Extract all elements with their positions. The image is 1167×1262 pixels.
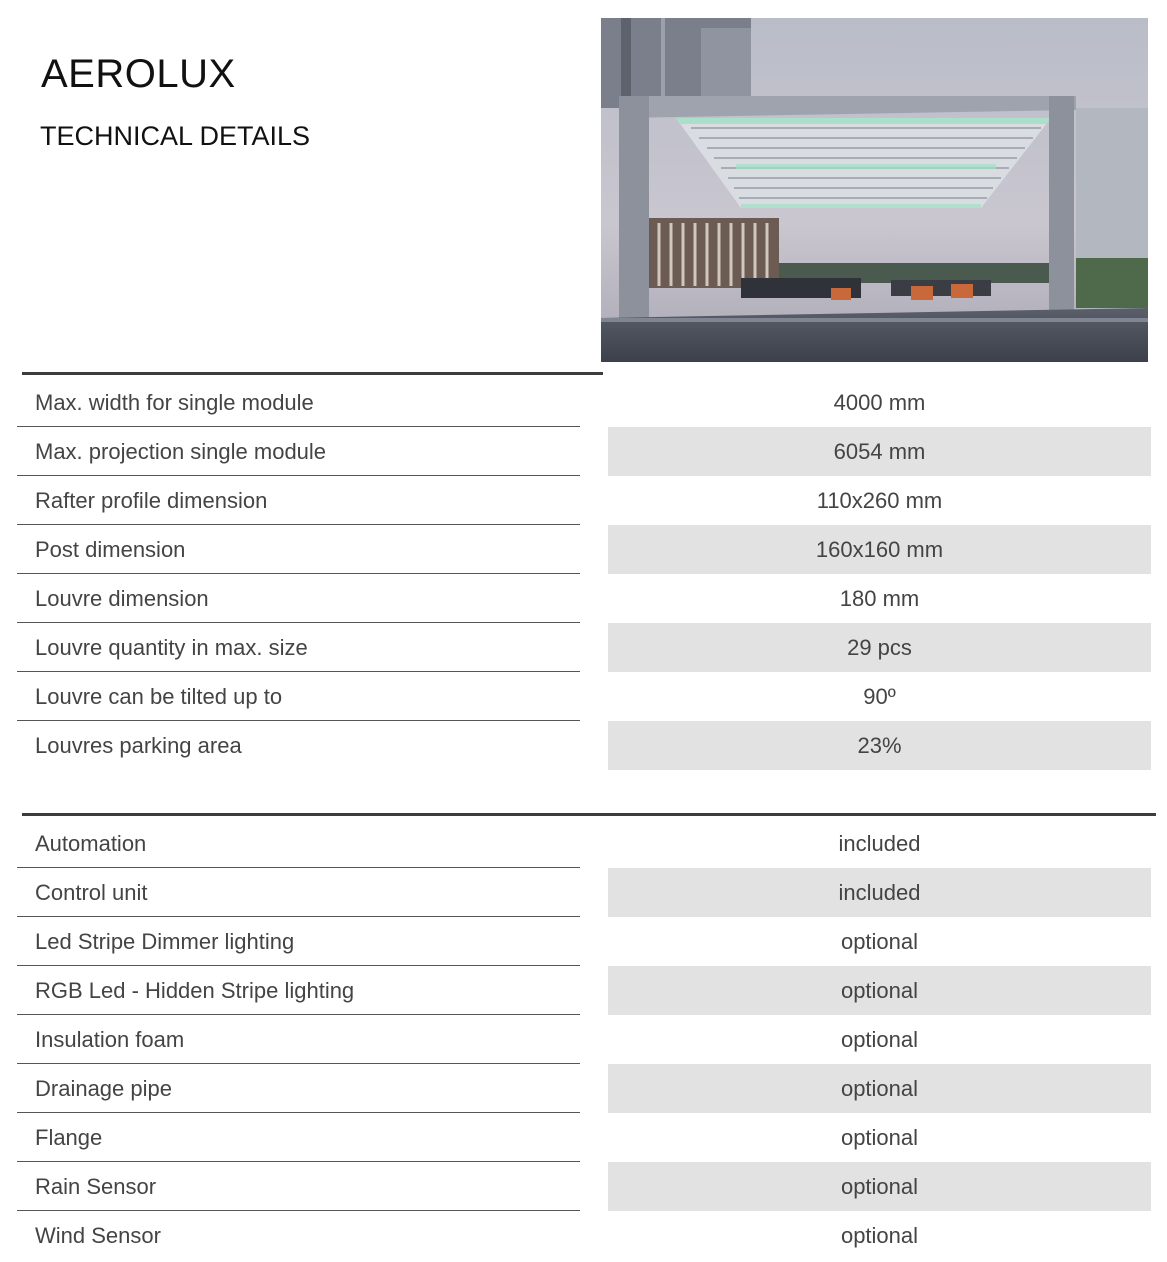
- option-value: optional: [840, 1223, 919, 1248]
- section-divider-middle: [22, 813, 1156, 816]
- product-title: AEROLUX: [41, 52, 236, 96]
- option-label: Flange: [17, 1113, 580, 1162]
- option-label: Automation: [17, 819, 580, 868]
- spec-value: 110x260 mm: [816, 488, 943, 513]
- table-row: [0, 574, 1167, 623]
- table-row: [0, 1113, 1167, 1162]
- option-value: optional: [840, 1125, 919, 1150]
- spec-label: Rafter profile dimension: [17, 476, 580, 525]
- table-row: [0, 917, 1167, 966]
- option-label: Rain Sensor: [17, 1162, 580, 1211]
- option-label: Led Stripe Dimmer lighting: [17, 917, 580, 966]
- spec-value: 160x160 mm: [608, 525, 1151, 574]
- spec-label: Louvres parking area: [35, 733, 242, 758]
- table-row: [0, 1162, 1167, 1211]
- spec-label: Max. width for single module: [17, 378, 580, 427]
- table-row: [0, 427, 1167, 476]
- options-table: [0, 819, 1167, 1260]
- table-row: [0, 672, 1167, 721]
- table-row: [0, 1064, 1167, 1113]
- table-row: [0, 819, 1167, 868]
- spec-value: 29 pcs: [608, 623, 1151, 672]
- spec-label: Louvre quantity in max. size: [17, 623, 580, 672]
- table-row: [0, 868, 1167, 917]
- spec-value: 180 mm: [839, 586, 920, 611]
- spec-label: Louvre dimension: [17, 574, 580, 623]
- option-value: included: [608, 868, 1151, 917]
- option-value: optional: [608, 966, 1151, 1015]
- spec-label: Max. projection single module: [17, 427, 580, 476]
- section-divider-top: [22, 372, 603, 375]
- option-label: Drainage pipe: [17, 1064, 580, 1113]
- table-row: [0, 623, 1167, 672]
- table-row: [0, 721, 1167, 770]
- option-value: optional: [840, 929, 919, 954]
- spec-label: Post dimension: [17, 525, 580, 574]
- table-row: [0, 476, 1167, 525]
- option-label: Control unit: [17, 868, 580, 917]
- table-row: [0, 1211, 1167, 1260]
- spec-value: 4000 mm: [833, 390, 926, 415]
- table-row: [0, 1015, 1167, 1064]
- option-value: optional: [608, 1162, 1151, 1211]
- table-row: [0, 966, 1167, 1015]
- specs-table: [0, 378, 1167, 770]
- spec-value: 23%: [608, 721, 1151, 770]
- option-value: included: [838, 831, 921, 856]
- table-row: [0, 378, 1167, 427]
- option-value: optional: [840, 1027, 919, 1052]
- spec-value: 6054 mm: [608, 427, 1151, 476]
- spec-value: 90º: [863, 684, 896, 709]
- section-subtitle: TECHNICAL DETAILS: [40, 121, 311, 151]
- option-label: RGB Led - Hidden Stripe lighting: [17, 966, 580, 1015]
- option-value: optional: [608, 1064, 1151, 1113]
- spec-label: Louvre can be tilted up to: [17, 672, 580, 721]
- option-label: Insulation foam: [17, 1015, 580, 1064]
- option-label: Wind Sensor: [35, 1223, 161, 1248]
- pergola-photo: [601, 18, 1148, 362]
- table-row: [0, 525, 1167, 574]
